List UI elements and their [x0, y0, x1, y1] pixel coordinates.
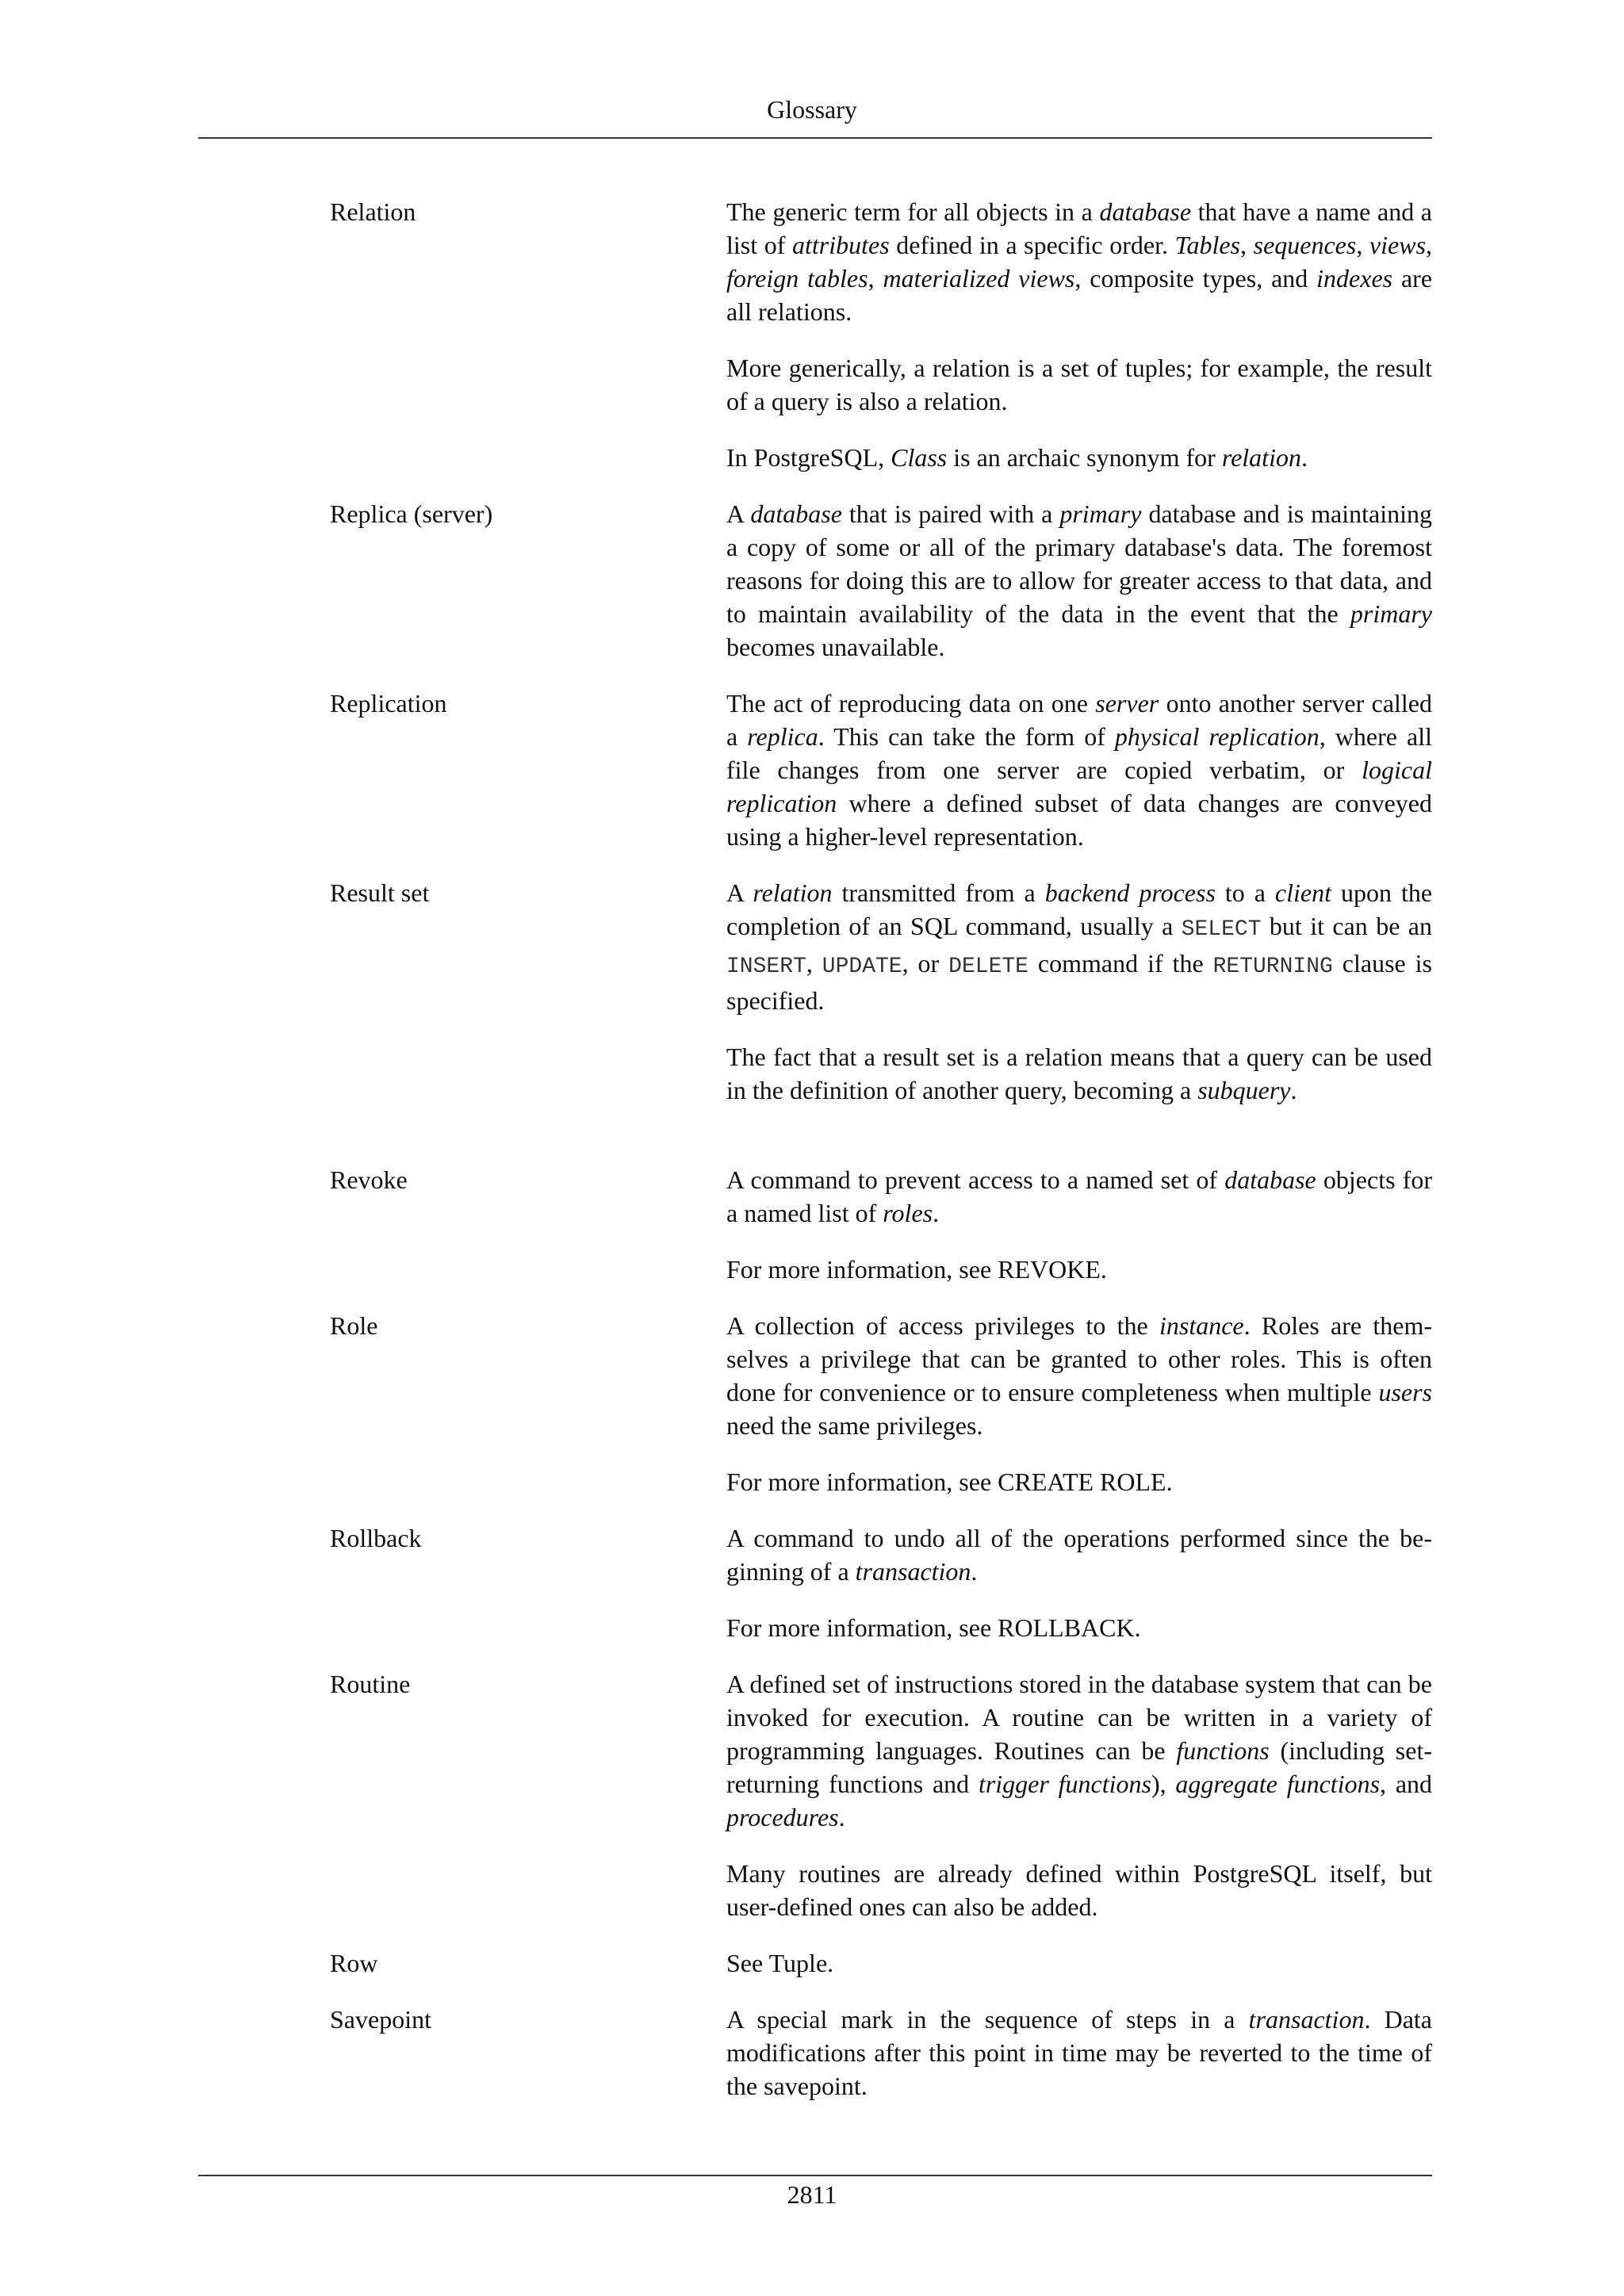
text-run: .: [933, 1199, 940, 1227]
glossary-term: Result set: [330, 878, 430, 907]
text-run: , and: [1380, 1770, 1433, 1798]
glossary-term: Replica (server): [330, 499, 493, 528]
text-run: . Data modifications after this point in time may be reverted to the time of the savepoint.: [726, 2005, 1433, 2100]
text-run: The fact that a result set is a relation means that a query can be used in the definition of another query, becoming a: [726, 1043, 1432, 1104]
glossary-definition: [726, 497, 1432, 664]
glossary-entry-routine: [330, 1667, 1432, 1923]
text-run: that have a name and a list of: [726, 197, 1433, 259]
footer-rule: [198, 2175, 1432, 2176]
glossary-definition: [726, 2003, 1432, 2103]
glossary-link[interactable]: relation: [753, 878, 833, 907]
text-run: ,: [1356, 231, 1369, 259]
text-run: onto another server called a: [726, 689, 1433, 751]
definition-paragraph: [726, 876, 1432, 1017]
text-run: where a defined subset of data changes are conveyed using a higher-level representation.: [726, 789, 1432, 851]
text-run: is an archaic synonym for: [947, 443, 1222, 472]
glossary-link[interactable]: materialized views: [883, 264, 1075, 293]
glossary-definition: [726, 876, 1432, 1107]
text-run: (including set-returning functions and: [726, 1736, 1433, 1798]
glossary-link[interactable]: indexes: [1316, 264, 1393, 293]
glossary-link[interactable]: primary: [1350, 599, 1432, 628]
glossary-definition: [726, 195, 1432, 474]
glossary-link[interactable]: client: [1274, 878, 1331, 907]
glossary-link[interactable]: procedures: [726, 1803, 839, 1831]
glossary-link[interactable]: aggregate functions: [1175, 1770, 1381, 1798]
glossary-link[interactable]: instance: [1159, 1311, 1244, 1340]
glossary-definition: [726, 1521, 1432, 1644]
text-run: to a: [1215, 878, 1275, 907]
definition-paragraph: [726, 497, 1432, 664]
sql-keyword: UPDATE: [822, 955, 902, 979]
glossary-link[interactable]: database: [750, 499, 842, 528]
glossary-link[interactable]: attributes: [792, 231, 890, 259]
text-run: A: [726, 499, 751, 528]
glossary-definition: [726, 1946, 1432, 1980]
glossary-link[interactable]: Tables: [1174, 231, 1240, 259]
text-run: A special mark in the sequence of steps in a: [726, 2005, 1249, 2034]
definition-paragraph: [726, 687, 1432, 853]
glossary-link[interactable]: physical replication: [1114, 722, 1320, 751]
text-run: clause is specified.: [726, 949, 1433, 1015]
definition-paragraph: More generically, a relation is a set of tuples; for example, the result of a query is also a relation.: [726, 354, 1432, 415]
text-run: . Roles are themselves a privilege that can be granted to other roles. This is often done for convenience or to ensure completeness when multiple: [726, 1311, 1433, 1406]
text-run: objects for a named list of: [726, 1165, 1433, 1227]
text-run: but it can be an: [1261, 912, 1433, 940]
text-run: A collection of access privileges to the: [726, 1311, 1159, 1340]
glossary-entries: [330, 195, 1432, 2103]
text-run: becomes unavailable.: [726, 633, 945, 661]
glossary-definition: [726, 687, 1432, 853]
sql-keyword: INSERT: [726, 955, 806, 979]
see-also-paragraph: For more information, see CREATE ROLE.: [726, 1468, 1173, 1496]
glossary-term: Revoke: [330, 1165, 408, 1194]
glossary-entry-role: [330, 1309, 1432, 1498]
text-run: defined in a specific order.: [889, 231, 1175, 259]
text-run: database and is maintaining a copy of some or all of the primary database's data. The foremost reasons for doing this are to allow for greater access to that data, and to maintain availability of the data in the event that the: [726, 499, 1433, 628]
definition-paragraph: [726, 2003, 1432, 2103]
definition-paragraph: [726, 1309, 1432, 1442]
glossary-link[interactable]: foreign tables: [726, 264, 868, 293]
sql-keyword: SELECT: [1181, 917, 1262, 942]
text-run: .: [1290, 1076, 1297, 1104]
text-run: , or: [902, 949, 949, 978]
sql-keyword: DELETE: [948, 955, 1028, 979]
glossary-definition: [726, 1163, 1432, 1286]
glossary-entry-rollback: [330, 1521, 1432, 1644]
glossary-link[interactable]: replica: [747, 722, 818, 751]
glossary-entry-row: [330, 1946, 1432, 1980]
text-run: .: [838, 1803, 845, 1831]
page-number: 2811: [787, 2180, 837, 2209]
glossary-entry-result-set: [330, 876, 1432, 1107]
glossary-link[interactable]: server: [1095, 689, 1159, 718]
text-run: that is paired with a: [841, 499, 1060, 528]
glossary-definition: [726, 1667, 1432, 1923]
text-run: .: [971, 1557, 978, 1586]
glossary-link[interactable]: primary: [1059, 499, 1142, 528]
glossary-definition: [726, 1309, 1432, 1498]
text-run: The generic term for all objects in a: [726, 197, 1100, 226]
text-run: ,: [1426, 231, 1433, 259]
glossary-entry-savepoint: [330, 2003, 1432, 2103]
glossary-link[interactable]: logical replication: [726, 756, 1432, 817]
glossary-link[interactable]: roles: [883, 1199, 933, 1227]
text-run: ),: [1151, 1770, 1176, 1798]
glossary-link[interactable]: views: [1369, 231, 1427, 259]
text-run: A: [726, 878, 753, 907]
glossary-term: Routine: [330, 1670, 411, 1698]
text-run: In PostgreSQL,: [726, 443, 891, 472]
text-run: A defined set of instructions stored in the database system that can be invoked for execution. A routine can be written in a variety of programming languages. Routines can be: [726, 1670, 1432, 1765]
glossary-link[interactable]: users: [1378, 1378, 1432, 1406]
glossary-term: Role: [330, 1311, 378, 1340]
see-also-paragraph: For more information, see ROLLBACK.: [726, 1613, 1141, 1642]
definition-paragraph: [726, 1667, 1432, 1834]
glossary-link[interactable]: trigger functions: [978, 1770, 1151, 1798]
glossary-link[interactable]: subquery: [1197, 1076, 1291, 1104]
glossary-term: Relation: [330, 197, 416, 226]
text-run: The act of reproducing data on one: [726, 689, 1096, 718]
text-run: A command to prevent access to a named set of: [726, 1165, 1225, 1194]
glossary-term: Savepoint: [330, 2005, 431, 2034]
sql-keyword: RETURNING: [1212, 955, 1333, 979]
text-run: transmitted from a: [832, 878, 1045, 907]
definition-paragraph: [726, 195, 1432, 328]
page-header-title: Glossary: [767, 95, 857, 124]
header-rule: [198, 137, 1432, 139]
emphasis: Class: [891, 443, 948, 472]
glossary-entry-replica: [330, 497, 1432, 664]
text-run: ,: [806, 949, 822, 978]
glossary-link[interactable]: transaction: [855, 1557, 971, 1586]
glossary-term: Row: [330, 1949, 378, 1977]
emphasis: relation: [1221, 443, 1301, 472]
text-run: . This can take the form of: [818, 722, 1115, 751]
glossary-link[interactable]: transaction: [1248, 2005, 1365, 2034]
see-also-paragraph: See Tuple.: [726, 1949, 834, 1977]
text-run: ,: [1240, 231, 1254, 259]
text-run: upon the completion of an SQL command, usually a: [726, 878, 1433, 940]
text-run: , where all file changes from one server are copied verbatim, or: [726, 722, 1432, 784]
glossary-entry-revoke: [330, 1163, 1432, 1286]
text-run: are all relations.: [726, 264, 1433, 326]
glossary-term: Replication: [330, 689, 447, 718]
definition-paragraph: [726, 441, 1432, 474]
text-run: command if the: [1028, 949, 1213, 978]
definition-paragraph: [726, 1163, 1432, 1230]
text-run: need the same privileges.: [726, 1411, 983, 1440]
glossary-term: Rollback: [330, 1524, 422, 1552]
glossary-entry-relation: [330, 195, 1432, 474]
glossary-entry-replication: [330, 687, 1432, 853]
definition-paragraph: [726, 1040, 1432, 1107]
text-run: A command to undo all of the operations performed since the beginning of a: [726, 1524, 1432, 1586]
glossary-link[interactable]: functions: [1176, 1736, 1270, 1765]
glossary-link[interactable]: database: [1099, 197, 1192, 226]
definition-paragraph: Many routines are already defined within PostgreSQL itself, but user-defined ones can also be added.: [726, 1859, 1432, 1921]
text-run: ,: [868, 264, 883, 293]
text-run: , composite types, and: [1074, 264, 1317, 293]
text-run: .: [1300, 443, 1308, 472]
glossary-link[interactable]: database: [1224, 1165, 1316, 1194]
definition-paragraph: [726, 1521, 1432, 1588]
glossary-link[interactable]: sequences: [1253, 231, 1357, 259]
see-also-paragraph: For more information, see REVOKE.: [726, 1255, 1107, 1284]
glossary-link[interactable]: backend process: [1044, 878, 1216, 907]
